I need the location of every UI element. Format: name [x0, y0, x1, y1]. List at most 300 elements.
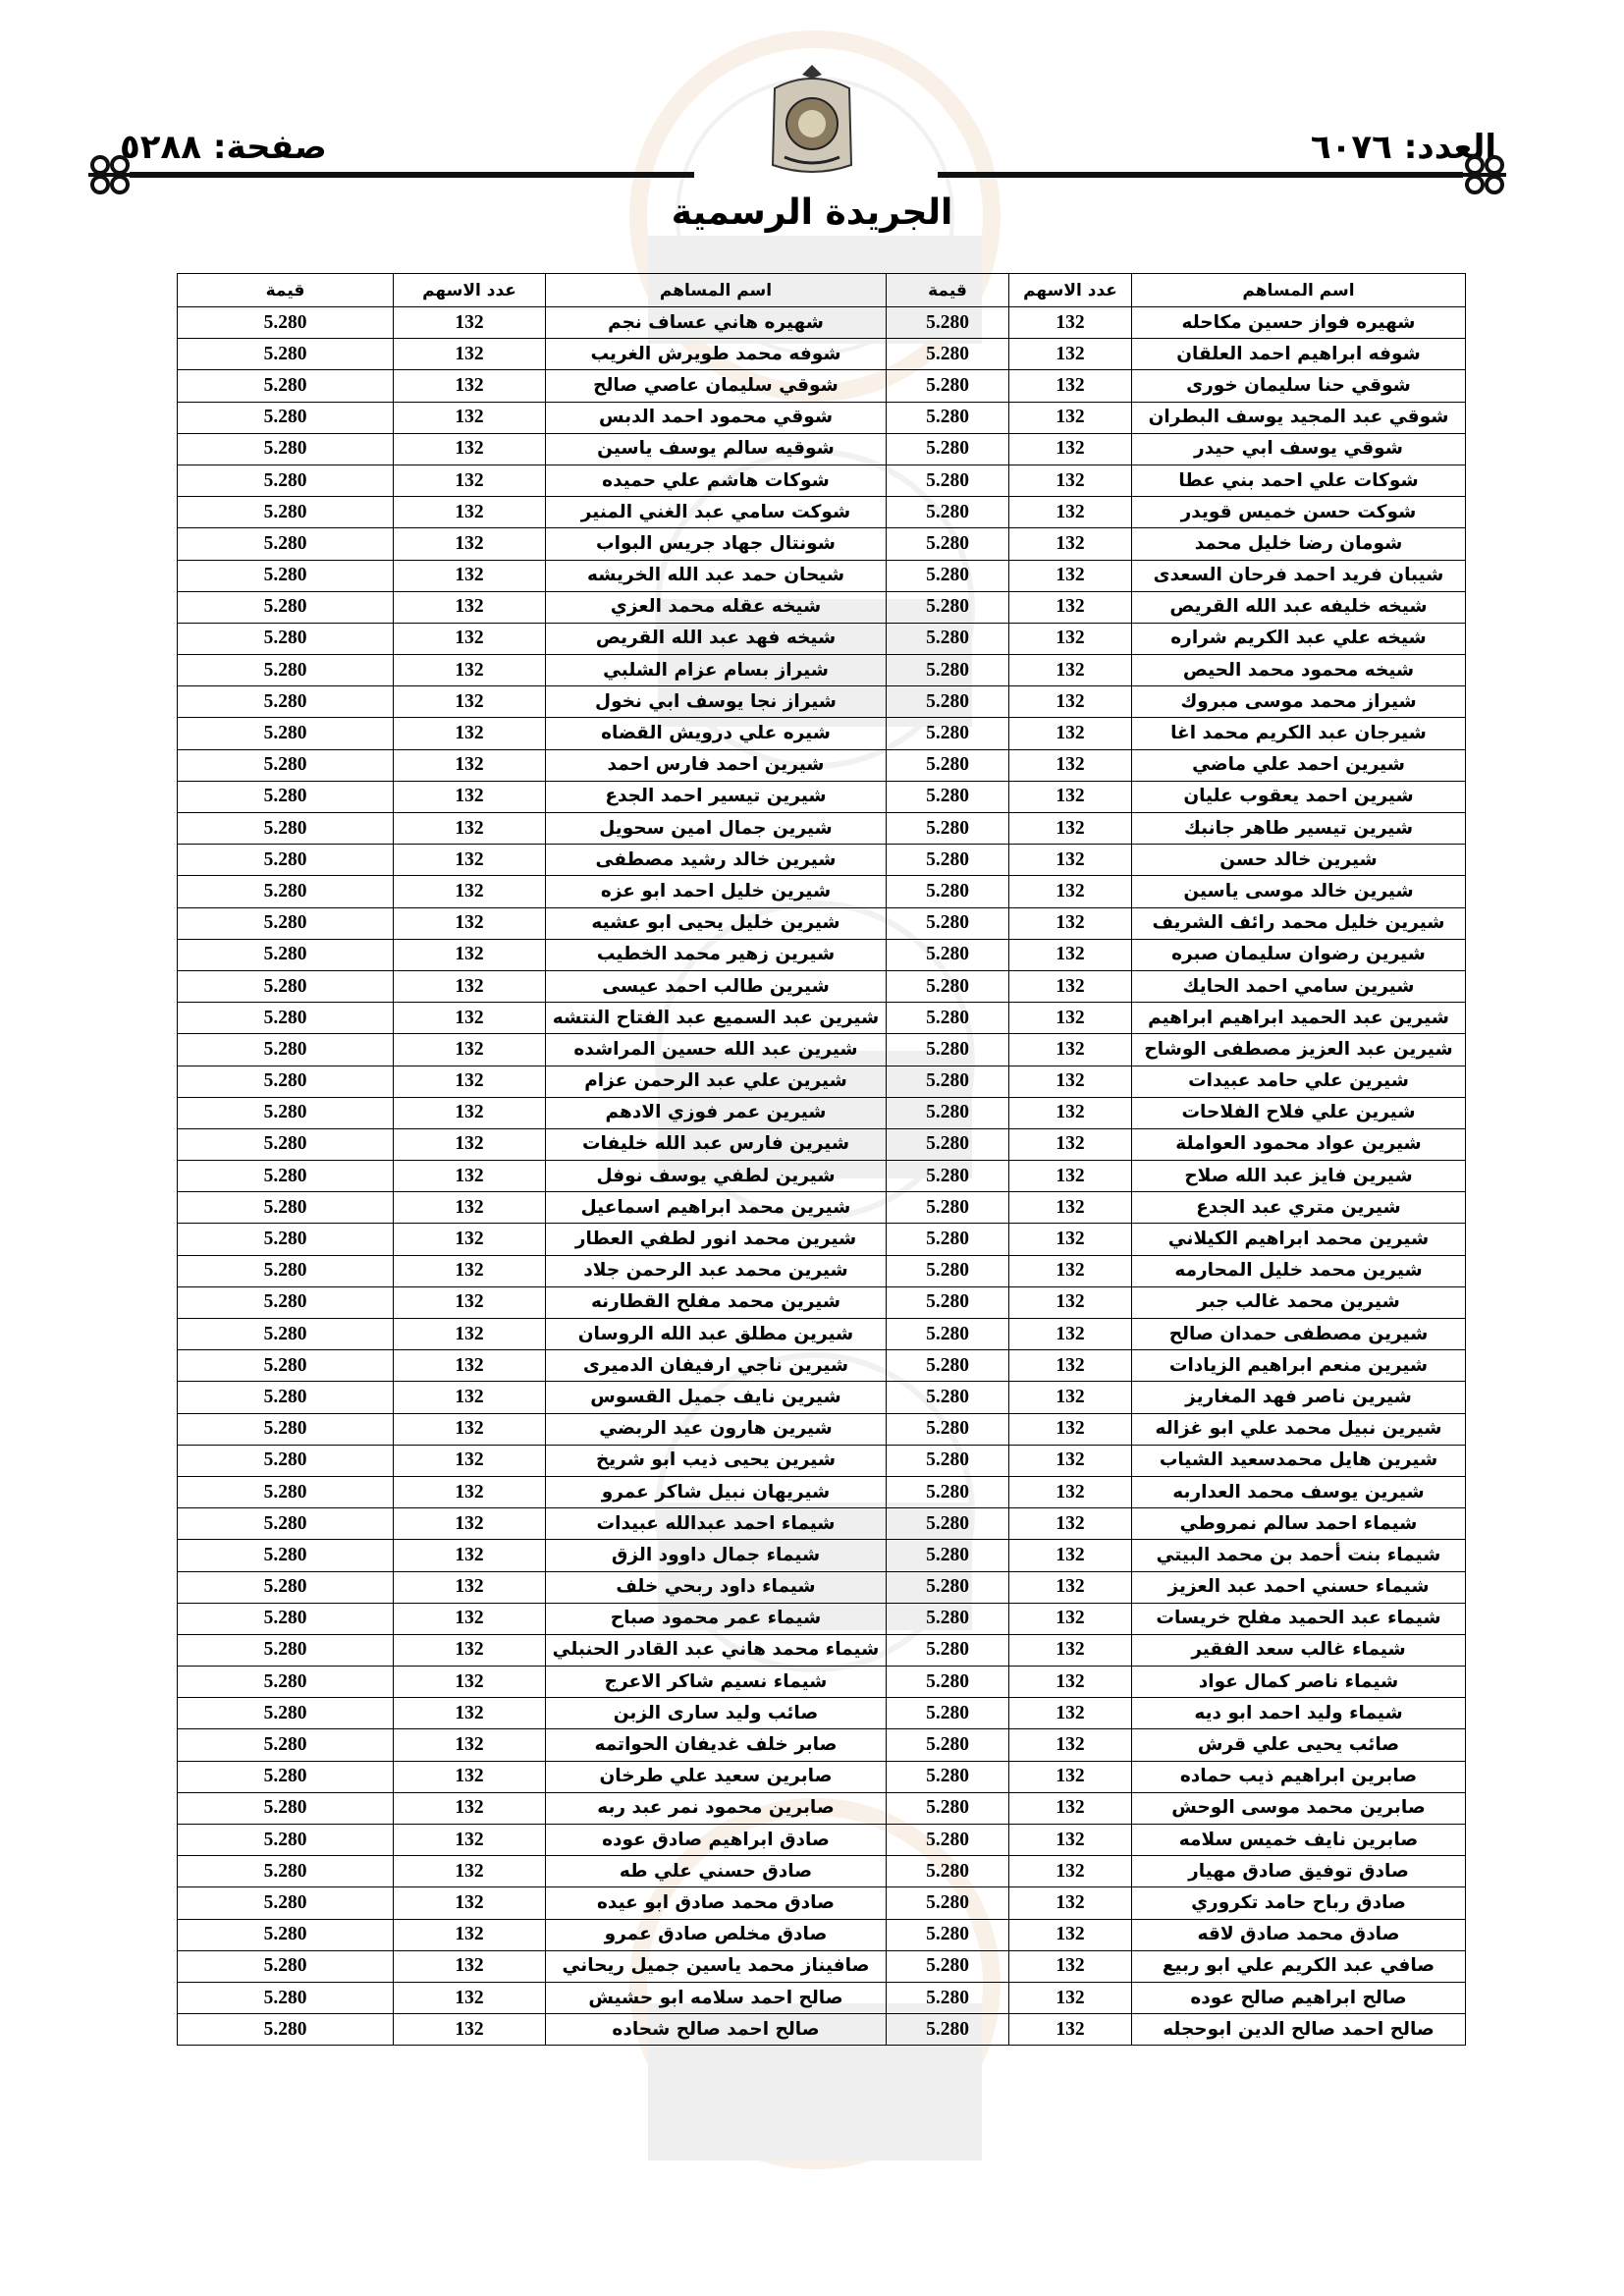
share-count: 132: [394, 1003, 546, 1034]
shareholder-name: شيرين خالد حسن: [1132, 845, 1466, 876]
shareholder-name: شيرين عبد الله حسين المراشده: [546, 1034, 887, 1066]
shareholder-name: شوكات علي احمد بني عطا: [1132, 465, 1466, 496]
share-count: 132: [394, 465, 546, 496]
shareholder-name: شيرين جمال امين سحويل: [546, 813, 887, 845]
shareholder-name: صابرين محمود نمر عبد ربه: [546, 1792, 887, 1824]
shareholder-name: شوكت سامي عبد الغني المنير: [546, 497, 887, 528]
shareholder-name: شيماء بنت أحمد بن محمد البيتي: [1132, 1540, 1466, 1571]
table-row: [178, 1350, 1466, 1382]
table-row: [178, 718, 1466, 749]
share-count: 132: [394, 1508, 546, 1540]
share-value: 5.280: [887, 1476, 1009, 1507]
table-row: [178, 1319, 1466, 1350]
share-value: 5.280: [178, 1950, 394, 1982]
share-count: 132: [1009, 907, 1132, 939]
share-value: 5.280: [887, 1919, 1009, 1950]
shareholder-name: شيرين محمد عبد الرحمن جلاد: [546, 1255, 887, 1286]
share-value: 5.280: [887, 1319, 1009, 1350]
table-row: [178, 1603, 1466, 1634]
share-count: 132: [394, 813, 546, 845]
share-count: 132: [394, 1128, 546, 1160]
shareholder-name: شوقي يوسف ابي حيدر: [1132, 433, 1466, 465]
share-count: 132: [1009, 939, 1132, 970]
share-count: 132: [394, 1856, 546, 1887]
shareholder-name: شيخه فهد عبد الله القريص: [546, 623, 887, 654]
shareholder-name: شيرين علي حامد عبيدات: [1132, 1066, 1466, 1097]
share-value: 5.280: [887, 686, 1009, 718]
share-count: 132: [1009, 781, 1132, 812]
share-count: 132: [1009, 1255, 1132, 1286]
shareholder-name: شوقي محمود احمد الدبس: [546, 402, 887, 433]
table-row: [178, 623, 1466, 654]
share-count: 132: [1009, 1729, 1132, 1761]
share-value: 5.280: [178, 1540, 394, 1571]
table-row: [178, 1982, 1466, 2013]
share-value: 5.280: [178, 1603, 394, 1634]
share-value: 5.280: [178, 939, 394, 970]
share-count: 132: [394, 623, 546, 654]
share-value: 5.280: [887, 1413, 1009, 1445]
table-row: [178, 655, 1466, 686]
table-row: [178, 2014, 1466, 2046]
share-count: 132: [1009, 1413, 1132, 1445]
share-count: 132: [394, 1192, 546, 1224]
share-count: 132: [1009, 1761, 1132, 1792]
share-count: 132: [1009, 686, 1132, 718]
share-value: 5.280: [887, 1540, 1009, 1571]
share-count: 132: [1009, 845, 1132, 876]
share-count: 132: [1009, 307, 1132, 339]
share-value: 5.280: [178, 591, 394, 623]
share-value: 5.280: [887, 1003, 1009, 1034]
shareholder-name: شيرين طالب احمد عيسى: [546, 970, 887, 1002]
shareholder-name: شيماء محمد هاني عبد القادر الحنبلي: [546, 1634, 887, 1666]
shareholder-name: شيرين محمد خليل المحارمه: [1132, 1255, 1466, 1286]
share-value: 5.280: [887, 876, 1009, 907]
share-count: 132: [1009, 1097, 1132, 1128]
shareholder-name: شيرين نايف جميل القسوس: [546, 1382, 887, 1413]
table-row: [178, 1128, 1466, 1160]
table-row: [178, 1382, 1466, 1413]
shareholder-name: صادق محمد صادق ابو عيده: [546, 1887, 887, 1919]
share-value: 5.280: [887, 1192, 1009, 1224]
share-count: 132: [1009, 1950, 1132, 1982]
shareholder-name: صابرين سعيد علي طرخان: [546, 1761, 887, 1792]
share-value: 5.280: [887, 1887, 1009, 1919]
shareholder-name: شيماء احمد سالم نمروطي: [1132, 1508, 1466, 1540]
share-count: 132: [394, 781, 546, 812]
share-count: 132: [1009, 970, 1132, 1002]
share-count: 132: [394, 749, 546, 781]
share-count: 132: [394, 1382, 546, 1413]
share-value: 5.280: [178, 1761, 394, 1792]
share-count: 132: [1009, 1603, 1132, 1634]
table-row: [178, 686, 1466, 718]
table-row: [178, 1761, 1466, 1792]
ornament-knot-icon: [88, 153, 132, 196]
table-row: [178, 1634, 1466, 1666]
table-row: [178, 939, 1466, 970]
shareholder-name: شيرين خليل يحيى ابو عشيه: [546, 907, 887, 939]
shareholder-name: شوكات هاشم علي حميده: [546, 465, 887, 496]
shareholder-name: شومان رضا خليل محمد: [1132, 528, 1466, 560]
share-count: 132: [394, 1792, 546, 1824]
share-value: 5.280: [887, 939, 1009, 970]
share-value: 5.280: [178, 307, 394, 339]
share-value: 5.280: [178, 465, 394, 496]
share-value: 5.280: [178, 876, 394, 907]
share-count: 132: [1009, 1161, 1132, 1192]
shareholder-name: شيرين خالد موسى ياسين: [1132, 876, 1466, 907]
shareholder-name: صابرين محمد موسى الوحش: [1132, 1792, 1466, 1824]
shareholder-name: شيرين احمد يعقوب عليان: [1132, 781, 1466, 812]
shareholder-name: شيماء ناصر كمال عواد: [1132, 1667, 1466, 1698]
share-count: 132: [1009, 623, 1132, 654]
table-row: [178, 749, 1466, 781]
shareholder-name: شيخه علي عبد الكريم شراره: [1132, 623, 1466, 654]
table-row: [178, 1192, 1466, 1224]
shareholder-name: شوقيه سالم يوسف ياسين: [546, 433, 887, 465]
shareholder-name: شيراز بسام عزام الشلبي: [546, 655, 887, 686]
share-value: 5.280: [887, 1255, 1009, 1286]
share-value: 5.280: [887, 1445, 1009, 1476]
shareholder-name: شوكت حسن خميس قويدر: [1132, 497, 1466, 528]
table-row: [178, 781, 1466, 812]
shareholder-name: شيرين احمد علي ماضي: [1132, 749, 1466, 781]
col-header-shares: عدد الاسهم: [1009, 274, 1132, 307]
share-count: 132: [394, 591, 546, 623]
share-value: 5.280: [887, 1667, 1009, 1698]
shareholder-name: شيماء نسيم شاكر الاعرج: [546, 1667, 887, 1698]
share-value: 5.280: [178, 1698, 394, 1729]
table-row: [178, 970, 1466, 1002]
share-count: 132: [394, 1950, 546, 1982]
share-value: 5.280: [887, 1224, 1009, 1255]
table-row: [178, 907, 1466, 939]
share-value: 5.280: [178, 402, 394, 433]
share-value: 5.280: [178, 1634, 394, 1666]
share-value: 5.280: [178, 686, 394, 718]
share-value: 5.280: [887, 560, 1009, 591]
shareholder-name: صادق ابراهيم صادق عوده: [546, 1825, 887, 1856]
shareholder-name: صابرين نايف خميس سلامه: [1132, 1825, 1466, 1856]
share-value: 5.280: [887, 1382, 1009, 1413]
share-value: 5.280: [178, 528, 394, 560]
share-count: 132: [1009, 1825, 1132, 1856]
table-row: [178, 433, 1466, 465]
shareholder-name: شيرين فايز عبد الله صلاح: [1132, 1161, 1466, 1192]
shareholder-name: شيخه خليفه عبد الله القريص: [1132, 591, 1466, 623]
shareholder-name: صائب يحيى علي قرش: [1132, 1729, 1466, 1761]
shareholder-name: شيرين محمد ابراهيم الكيلاني: [1132, 1224, 1466, 1255]
page-number: صفحة: ٥٢٨٨: [120, 128, 327, 167]
share-value: 5.280: [887, 907, 1009, 939]
shareholder-name: شيرين منعم ابراهيم الزيادات: [1132, 1350, 1466, 1382]
share-count: 132: [1009, 1667, 1132, 1698]
share-value: 5.280: [178, 970, 394, 1002]
shareholder-name: شيراز محمد موسى مبروك: [1132, 686, 1466, 718]
share-value: 5.280: [887, 1761, 1009, 1792]
shareholder-name: شيبان فريد احمد فرحان السعدى: [1132, 560, 1466, 591]
shareholder-name: شيرين تيسير طاهر جانبك: [1132, 813, 1466, 845]
share-value: 5.280: [887, 1066, 1009, 1097]
share-value: 5.280: [178, 718, 394, 749]
share-value: 5.280: [887, 1856, 1009, 1887]
share-value: 5.280: [178, 845, 394, 876]
share-count: 132: [1009, 1224, 1132, 1255]
table-row: [178, 370, 1466, 402]
shareholder-name: شوفه ابراهيم احمد العلقان: [1132, 339, 1466, 370]
shareholder-name: صالح احمد صالح الدين ابوحجله: [1132, 2014, 1466, 2046]
shareholder-name: شونتال جهاد جريس البواب: [546, 528, 887, 560]
share-count: 132: [1009, 813, 1132, 845]
shareholder-name: شيرين رضوان سليمان صبره: [1132, 939, 1466, 970]
shareholder-name: شيماء داود ربحي خلف: [546, 1571, 887, 1603]
shareholder-name: شيرين محمد ابراهيم اسماعيل: [546, 1192, 887, 1224]
shareholder-name: شيرين سامي احمد الحايك: [1132, 970, 1466, 1002]
share-count: 132: [1009, 1476, 1132, 1507]
table-row: [178, 1161, 1466, 1192]
shareholder-name: شيرين عواد محمود العواملة: [1132, 1128, 1466, 1160]
shareholder-name: شيرين ناجي ارفيفان الدميرى: [546, 1350, 887, 1382]
table-row: [178, 1476, 1466, 1507]
share-count: 132: [1009, 370, 1132, 402]
table-row: [178, 1950, 1466, 1982]
share-count: 132: [394, 560, 546, 591]
share-count: 132: [394, 1825, 546, 1856]
share-count: 132: [394, 1698, 546, 1729]
shareholder-name: شيرين احمد فارس احمد: [546, 749, 887, 781]
share-value: 5.280: [178, 1413, 394, 1445]
shareholder-name: شيرين محمد مفلح القطارنه: [546, 1286, 887, 1318]
share-value: 5.280: [887, 591, 1009, 623]
shareholder-name: شيخه عقله محمد العزي: [546, 591, 887, 623]
table-row: [178, 1792, 1466, 1824]
share-count: 132: [1009, 876, 1132, 907]
share-count: 132: [1009, 749, 1132, 781]
share-count: 132: [394, 1445, 546, 1476]
share-count: 132: [394, 1887, 546, 1919]
table-row: [178, 813, 1466, 845]
shareholder-name: شيرين عبد العزيز مصطفى الوشاح: [1132, 1034, 1466, 1066]
table-row: [178, 876, 1466, 907]
shareholder-name: شوفه محمد طويرش الغريب: [546, 339, 887, 370]
shareholder-name: شيرين عبد السميع عبد الفتاح النتشه: [546, 1003, 887, 1034]
issue-number: العدد: ٦٠٧٦: [1310, 128, 1496, 167]
share-count: 132: [394, 1319, 546, 1350]
table-header-row: [178, 274, 1466, 307]
shareholder-name: شيرين لطفي يوسف نوفل: [546, 1161, 887, 1192]
shareholder-name: شيريهان نبيل شاكر عمرو: [546, 1476, 887, 1507]
share-value: 5.280: [178, 1825, 394, 1856]
share-value: 5.280: [178, 2014, 394, 2046]
table-row: [178, 1066, 1466, 1097]
share-count: 132: [394, 686, 546, 718]
share-value: 5.280: [887, 1508, 1009, 1540]
share-count: 132: [394, 1634, 546, 1666]
shareholder-name: صادق محمد صادق لاقه: [1132, 1919, 1466, 1950]
shareholder-name: شيرين محمد غالب جبر: [1132, 1286, 1466, 1318]
share-value: 5.280: [178, 1319, 394, 1350]
share-value: 5.280: [887, 2014, 1009, 2046]
share-value: 5.280: [178, 1255, 394, 1286]
share-count: 132: [1009, 1856, 1132, 1887]
share-count: 132: [394, 1255, 546, 1286]
table-row: [178, 1667, 1466, 1698]
shareholder-name: شهيره فواز حسين مكاحله: [1132, 307, 1466, 339]
share-value: 5.280: [178, 781, 394, 812]
share-value: 5.280: [178, 1667, 394, 1698]
table-row: [178, 1540, 1466, 1571]
table-row: [178, 845, 1466, 876]
share-value: 5.280: [178, 749, 394, 781]
table-row: [178, 591, 1466, 623]
col-header-value: قيمة: [887, 274, 1009, 307]
shareholder-name: شيره علي درويش القضاه: [546, 718, 887, 749]
shareholder-name: شيماء وليد احمد ابو ديه: [1132, 1698, 1466, 1729]
shareholder-name: شيماء غالب سعد الفقير: [1132, 1634, 1466, 1666]
share-value: 5.280: [887, 749, 1009, 781]
shareholder-name: صافي عبد الكريم علي ابو ربيع: [1132, 1950, 1466, 1982]
share-count: 132: [1009, 1792, 1132, 1824]
table-row: [178, 1825, 1466, 1856]
shareholder-name: صادق مخلص صادق عمرو: [546, 1919, 887, 1950]
share-count: 132: [394, 339, 546, 370]
shareholder-name: شيرين محمد انور لطفي العطار: [546, 1224, 887, 1255]
share-count: 132: [394, 1761, 546, 1792]
shareholder-name: شيرين زهير محمد الخطيب: [546, 939, 887, 970]
table-row: [178, 560, 1466, 591]
shareholder-name: شيخه محمود محمد الحيص: [1132, 655, 1466, 686]
share-count: 132: [394, 1571, 546, 1603]
share-count: 132: [394, 402, 546, 433]
shareholder-name: صائب وليد سارى الزبن: [546, 1698, 887, 1729]
table-row: [178, 402, 1466, 433]
share-count: 132: [394, 1034, 546, 1066]
table-row: [178, 1919, 1466, 1950]
table-row: [178, 1508, 1466, 1540]
share-value: 5.280: [887, 1634, 1009, 1666]
share-count: 132: [1009, 1319, 1132, 1350]
table-row: [178, 1286, 1466, 1318]
share-value: 5.280: [887, 781, 1009, 812]
shareholder-name: شيحان حمد عبد الله الخريشه: [546, 560, 887, 591]
table-row: [178, 1729, 1466, 1761]
shareholder-name: شيرين متري عبد الجدع: [1132, 1192, 1466, 1224]
table-row: [178, 1003, 1466, 1034]
share-count: 132: [1009, 1571, 1132, 1603]
shareholder-name: شيرين مصطفى حمدان صالح: [1132, 1319, 1466, 1350]
share-count: 132: [1009, 1445, 1132, 1476]
share-value: 5.280: [887, 1161, 1009, 1192]
shareholder-name: شيرين عبد الحميد ابراهيم ابراهيم: [1132, 1003, 1466, 1034]
shareholder-name: شيرين هارون عيد الربضي: [546, 1413, 887, 1445]
shareholder-name: شيماء عبد الحميد مفلح خريسات: [1132, 1603, 1466, 1634]
share-value: 5.280: [178, 907, 394, 939]
share-value: 5.280: [887, 1982, 1009, 2013]
shareholder-name: شيرين هايل محمدسعيد الشياب: [1132, 1445, 1466, 1476]
share-value: 5.280: [178, 1034, 394, 1066]
shareholder-name: صالح ابراهيم صالح عوده: [1132, 1982, 1466, 2013]
share-value: 5.280: [887, 433, 1009, 465]
share-value: 5.280: [887, 1825, 1009, 1856]
share-count: 132: [394, 2014, 546, 2046]
shareholder-name: شيرين خليل احمد ابو عزه: [546, 876, 887, 907]
share-count: 132: [394, 1667, 546, 1698]
share-value: 5.280: [887, 655, 1009, 686]
share-count: 132: [394, 1919, 546, 1950]
shareholder-name: صالح احمد سلامه ابو حشيش: [546, 1982, 887, 2013]
share-count: 132: [394, 1161, 546, 1192]
share-count: 132: [394, 528, 546, 560]
share-value: 5.280: [178, 1003, 394, 1034]
shareholder-name: شيرين ناصر فهد المغاريز: [1132, 1382, 1466, 1413]
share-value: 5.280: [178, 1919, 394, 1950]
share-count: 132: [1009, 655, 1132, 686]
share-count: 132: [1009, 1540, 1132, 1571]
share-value: 5.280: [178, 1445, 394, 1476]
share-count: 132: [394, 1066, 546, 1097]
table-row: [178, 339, 1466, 370]
share-value: 5.280: [887, 970, 1009, 1002]
share-value: 5.280: [178, 655, 394, 686]
share-count: 132: [394, 939, 546, 970]
share-value: 5.280: [178, 1792, 394, 1824]
shareholder-name: صادق حسني علي طه: [546, 1856, 887, 1887]
share-count: 132: [1009, 1003, 1132, 1034]
share-count: 132: [1009, 560, 1132, 591]
header-rule: [938, 172, 1463, 178]
share-value: 5.280: [887, 1350, 1009, 1382]
table-row: [178, 307, 1466, 339]
share-count: 132: [394, 307, 546, 339]
share-count: 132: [1009, 718, 1132, 749]
shareholder-name: شوقي سليمان عاصي صالح: [546, 370, 887, 402]
share-count: 132: [394, 497, 546, 528]
share-count: 132: [1009, 1066, 1132, 1097]
shareholder-name: صادق توفيق صادق مهيار: [1132, 1856, 1466, 1887]
share-value: 5.280: [178, 1192, 394, 1224]
shareholder-name: شيرين علي عبد الرحمن عزام: [546, 1066, 887, 1097]
share-value: 5.280: [178, 370, 394, 402]
share-value: 5.280: [178, 1161, 394, 1192]
shareholder-name: صافيناز محمد ياسين جميل ريحاني: [546, 1950, 887, 1982]
share-value: 5.280: [887, 845, 1009, 876]
share-value: 5.280: [887, 1097, 1009, 1128]
shareholder-name: شيرين فارس عبد الله خليفات: [546, 1128, 887, 1160]
share-value: 5.280: [178, 813, 394, 845]
shareholder-name: شهيره هاني عساف نجم: [546, 307, 887, 339]
share-value: 5.280: [178, 1224, 394, 1255]
share-count: 132: [1009, 1350, 1132, 1382]
table-row: [178, 1413, 1466, 1445]
table-row: [178, 1856, 1466, 1887]
share-value: 5.280: [887, 1792, 1009, 1824]
share-count: 132: [1009, 1382, 1132, 1413]
share-count: 132: [394, 1097, 546, 1128]
share-count: 132: [394, 1350, 546, 1382]
share-count: 132: [394, 845, 546, 876]
share-value: 5.280: [887, 1603, 1009, 1634]
col-header-name: اسم المساهم: [1132, 274, 1466, 307]
share-count: 132: [394, 433, 546, 465]
shareholder-name: شوقي عبد المجيد يوسف البطران: [1132, 402, 1466, 433]
share-count: 132: [394, 718, 546, 749]
shareholder-name: صابرين ابراهيم ذيب حماده: [1132, 1761, 1466, 1792]
share-count: 132: [394, 1476, 546, 1507]
share-count: 132: [1009, 402, 1132, 433]
share-value: 5.280: [178, 1097, 394, 1128]
